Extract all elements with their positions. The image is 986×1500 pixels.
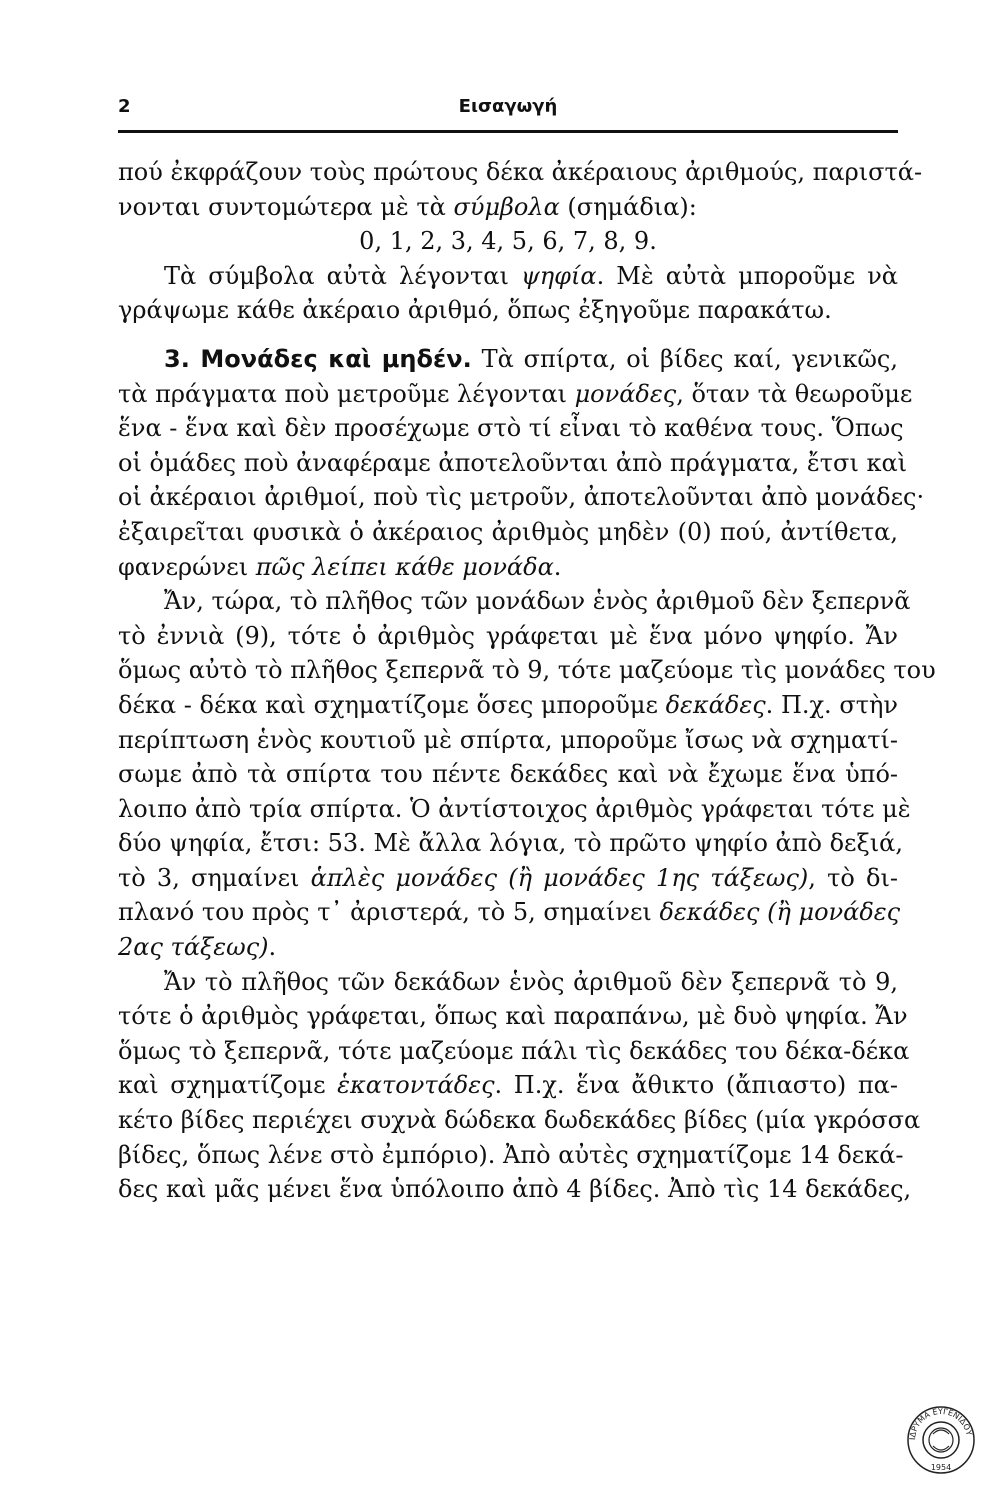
page-header	[118, 96, 898, 133]
text-line: τὰ πράγματα ποὺ μετροῦμε λέγονται μονάδες, ὅταν τὰ θεωροῦμε	[118, 379, 913, 408]
text-line: δες καὶ μᾶς μένει ἕνα ὑπόλοιπο ἀπὸ 4 βίδες. Ἀπὸ τὶς 14 δεκάδες,	[118, 1175, 912, 1204]
text-line: δέκα - δέκα καὶ σχηματίζομε ὅσες μποροῦμε δεκάδες. Π.χ. στὴν	[118, 690, 898, 719]
text-line: γράψωμε κάθε ἀκέραιο ἀριθμό, ὅπως ἐξηγοῦμε παρακάτω.	[118, 296, 832, 325]
stamp-text: ΙΔΡΥΜΑ ΕΥΓΕΝΙΔΟΥ	[907, 1406, 974, 1441]
page-number: 2	[118, 96, 131, 117]
term-tens: δεκάδες	[665, 690, 766, 719]
text-line: Τὰ σύμβολα αὐτὰ λέγονται ψηφία. Μὲ αὐτὰ μποροῦμε νὰ	[164, 261, 898, 290]
body-text	[118, 155, 936, 1207]
text-line: βίδες, ὅπως λένε στὸ ἐμπόριο). Ἀπὸ αὐτὲς σχηματίζομε 14 δεκά-	[118, 1140, 904, 1169]
text-line: πλανό του πρὸς τ᾽ ἀριστερά, τὸ 5, σημαίνει δεκάδες (ἢ μονάδες	[118, 898, 901, 927]
text-line: πού ἐκφράζουν τοὺς πρώτους δέκα ἀκέραιους ἀριθμούς, παριστά-	[118, 158, 923, 186]
text-line: τὸ 3, σημαίνει ἁπλὲς μονάδες (ἢ μονάδες 1ης τάξεως), τὸ δι-	[118, 863, 898, 892]
text-line: λοιπο ἀπὸ τρία σπίρτα. Ὁ ἀντίστοιχος ἀριθμὸς γράφεται τότε μὲ	[118, 794, 911, 823]
section-heading-line: 3. Μονάδες καὶ μηδέν. Τὰ σπίρτα, οἱ βίδες καί, γενικῶς,	[164, 344, 898, 373]
text-line: νονται συντομώτερα μὲ τὰ σύμβολα (σημάδια):	[118, 192, 697, 221]
term-tens-units: δεκάδες (ἢ μονάδες	[659, 898, 901, 927]
text-line: Ἄν, τώρα, τὸ πλῆθος τῶν μονάδων ἑνὸς ἀριθμοῦ δὲν ξεπερνᾶ	[164, 587, 911, 616]
svg-text:ΙΔΡΥΜΑ ΕΥΓΕΝΙΔΟΥ	[908, 1407, 974, 1440]
stamp-year: 1954	[930, 1463, 952, 1472]
section-heading: 3. Μονάδες καὶ μηδέν.	[164, 344, 472, 373]
term-symbols: σύμβολα	[453, 192, 560, 221]
text-line: κέτο βίδες περιέχει συχνὰ δώδεκα δωδεκάδες βίδες (μία γκρόσσα	[118, 1106, 921, 1135]
text-line: φανερώνει πῶς λείπει κάθε μονάδα.	[118, 552, 562, 581]
text-line: ὅμως αὐτὸ τὸ πλῆθος ξεπερνᾶ τὸ 9, τότε μαζεύομε τὶς μονάδες του	[118, 656, 936, 685]
term-missing-unit: πῶς λείπει κάθε μονάδα	[255, 552, 554, 581]
term-hundreds: ἑκατοντάδες	[337, 1071, 495, 1100]
digits-line: 0, 1, 2, 3, 4, 5, 6, 7, 8, 9.	[359, 227, 657, 256]
text-line: 2ας τάξεως).	[118, 933, 277, 962]
text-line: τὸ ἐννιὰ (9), τότε ὁ ἀριθμὸς γράφεται μὲ ἕνα μόνο ψηφίο. Ἄν	[118, 621, 898, 650]
text-line: τότε ὁ ἀριθμὸς γράφεται, ὅπως καὶ παραπάνω, μὲ δυὸ ψηφία. Ἄν	[118, 1002, 908, 1031]
text-line: ὅμως τὸ ξεπερνᾶ, τότε μαζεύομε πάλι τὶς δεκάδες του δέκα-δέκα	[118, 1036, 910, 1065]
library-stamp	[905, 1404, 977, 1476]
text-line: καὶ σχηματίζομε ἑκατοντάδες. Π.χ. ἕνα ἄθικτο (ἄπιαστο) πα-	[118, 1071, 898, 1100]
text-line: σωμε ἀπὸ τὰ σπίρτα του πέντε δεκάδες καὶ νὰ ἔχωμε ἕνα ὑπό-	[118, 760, 898, 789]
text-line: δύο ψηφία, ἔτσι: 53. Μὲ ἄλλα λόγια, τὸ πρῶτο ψηφίο ἀπὸ δεξιά,	[118, 829, 903, 858]
text-line: οἱ ἀκέραιοι ἀριθμοί, ποὺ τὶς μετροῦν, ἀποτελοῦνται ἀπὸ μονάδες·	[118, 483, 925, 512]
text-line: Ἄν τὸ πλῆθος τῶν δεκάδων ἑνὸς ἀριθμοῦ δὲν ξεπερνᾶ τὸ 9,	[164, 967, 898, 996]
text-line: ἕνα - ἕνα καὶ δὲν προσέχωμε στὸ τί εἶναι τὸ καθένα τους. Ὅπως	[118, 414, 904, 443]
term-digits: ψηφία	[520, 261, 597, 290]
text-line: οἱ ὁμάδες ποὺ ἀναφέραμε ἀποτελοῦνται ἀπὸ πράγματα, ἔτσι καὶ	[118, 448, 908, 477]
text-line: περίπτωση ἑνὸς κουτιοῦ μὲ σπίρτα, μποροῦμε ἴσως νὰ σχηματί-	[118, 725, 898, 754]
term-second-order: 2ας τάξεως)	[118, 933, 269, 962]
running-head: Εισαγωγή	[458, 96, 558, 117]
term-units: μονάδες	[574, 379, 677, 408]
text-line: ἐξαιρεῖται φυσικὰ ὁ ἀκέραιος ἀριθμὸς μηδὲν (0) πού, ἀντίθετα,	[118, 517, 898, 546]
term-simple-units: ἁπλὲς μονάδες (ἢ μονάδες 1ης τάξεως)	[310, 863, 809, 892]
